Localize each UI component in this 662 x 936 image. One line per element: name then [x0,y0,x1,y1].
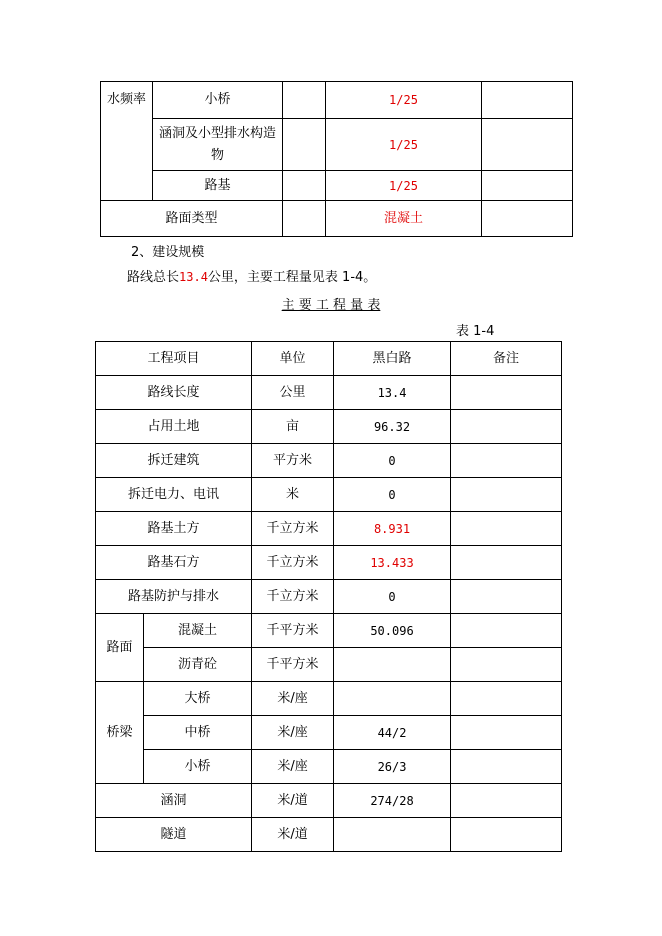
table-row: 拆迁建筑 平方米 0 [96,444,562,478]
bridge-group-label: 桥梁 [96,682,144,784]
frequency-table [100,81,573,237]
table-title: 主 要 工 程 量 表 [281,298,381,313]
table-row: 拆迁电力、电讯 米 0 [96,478,562,512]
table-row: 沥青砼 千平方米 [96,648,562,682]
pavement-type-label: 路面类型 [101,201,283,237]
section-text: 路线总长13.4公里，主要工程量见表 1-4。 [127,270,377,285]
quantity-table [95,341,562,852]
table-row: 小桥 米/座 26/3 [96,750,562,784]
table-row: 占用土地 亩 96.32 [96,410,562,444]
table-row: 隧道 米/道 [96,818,562,852]
table-row: 桥梁 大桥 米/座 [96,682,562,716]
table-row: 路面 混凝土 千平方米 50.096 [96,614,562,648]
route-length-value: 13.4 [179,270,208,284]
table-row: 涵洞 米/道 274/28 [96,784,562,818]
table-row: 中桥 米/座 44/2 [96,716,562,750]
freq-row-name: 涵洞及小型排水构造物 [153,119,283,171]
table-row: 路基防护与排水 千立方米 0 [96,580,562,614]
table-row: 路基石方 千立方米 13.433 [96,546,562,580]
freq-row-name: 小桥 [153,82,283,119]
table-label: 表 1-4 [456,324,495,339]
header-unit: 单位 [252,342,334,376]
section-heading: 2、建设规模 [131,245,205,260]
table-row: 路线长度 公里 13.4 [96,376,562,410]
freq-row-value: 1/25 [326,82,482,119]
pavement-type-value: 混凝土 [326,201,482,237]
freq-row-name: 路基 [153,171,283,201]
header-item: 工程项目 [96,342,252,376]
frequency-group-label: 水频率 [101,82,153,201]
table-row: 路基土方 千立方米 8.931 [96,512,562,546]
freq-row-value: 1/25 [326,119,482,171]
pavement-group-label: 路面 [96,614,144,682]
freq-row-value: 1/25 [326,171,482,201]
header-remark: 备注 [451,342,562,376]
header-road: 黑白路 [334,342,451,376]
